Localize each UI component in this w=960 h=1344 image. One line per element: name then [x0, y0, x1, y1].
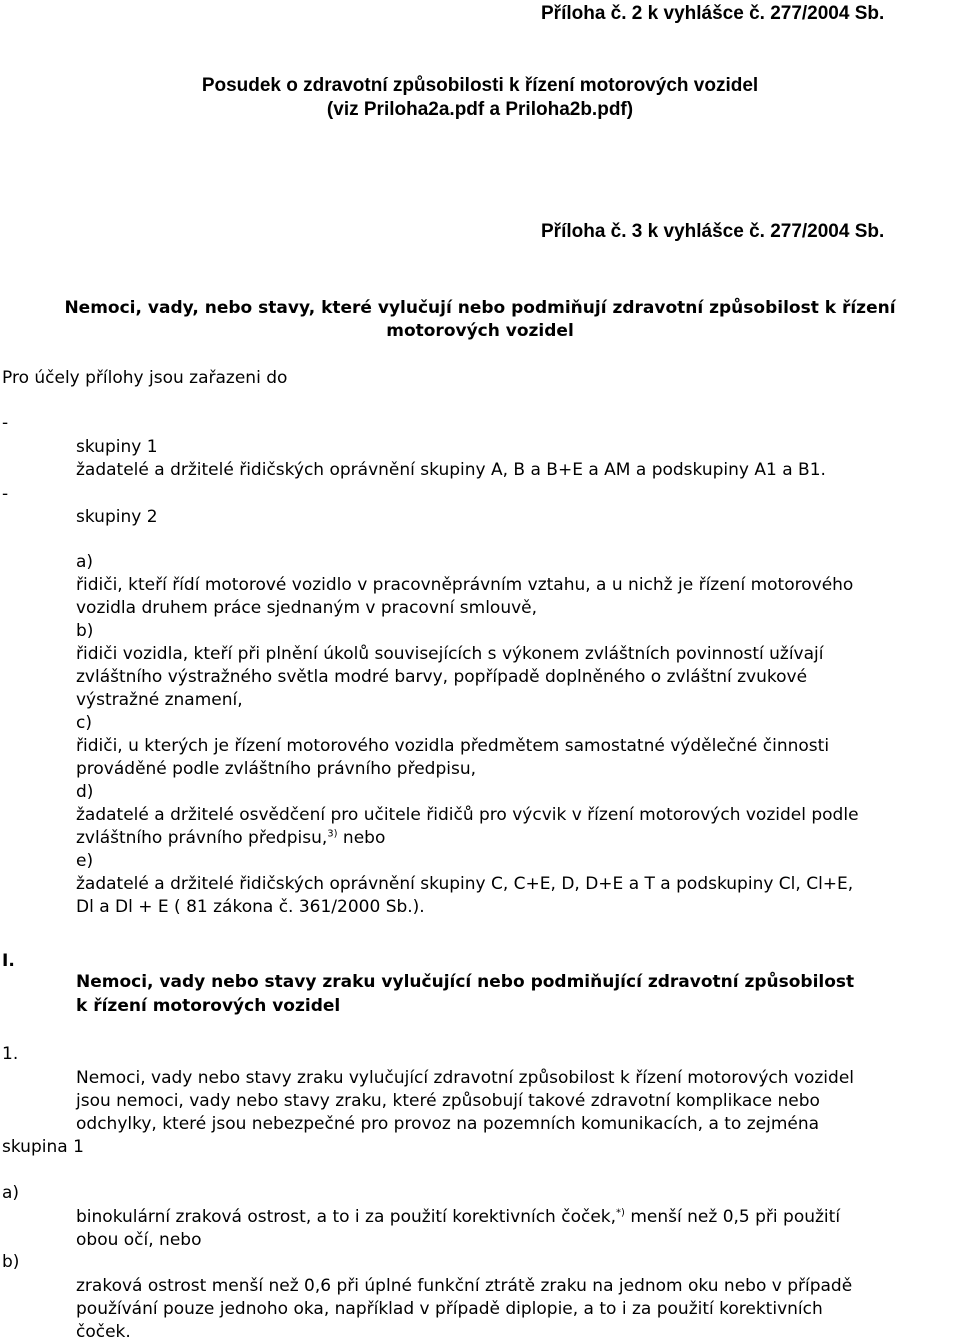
item-d-line2-tail: nebo: [337, 828, 386, 848]
section-heading-line1: Nemoci, vady nebo stavy zraku vylučující nebo podmiňující zdravotní způsobilost: [76, 972, 855, 992]
item-d-line2-text: zvláštního právního předpisu,: [76, 828, 328, 848]
section-number: I.: [2, 951, 15, 971]
sub-b-line2: používání pouze jednoho oka, například v případě diplopie, a to i za použití korektivních: [76, 1299, 823, 1319]
group-label: skupina 1: [2, 1137, 84, 1157]
annex2-title: Příloha č. 2 k vyhlášce č. 277/2004 Sb.: [541, 3, 885, 24]
sub-a-marker: a): [2, 1183, 20, 1203]
sub-a-text: [76, 1206, 960, 1252]
item-c-line1: řidiči, u kterých je řízení motorového vozidla předmětem samostatné výdělečné činnosti: [76, 736, 830, 756]
item-b-line1: řidiči vozidla, kteří při plnění úkolů souvisejících s výkonem zvláštních povinností užívají: [76, 644, 824, 664]
annex2-subtitle-line1: Posudek o zdravotní způsobilosti k řízení motorových vozidel: [201, 75, 759, 96]
point-line2: jsou nemoci, vady nebo stavy zraku, které způsobují takové zdravotní komplikace nebo: [76, 1091, 820, 1111]
item-marker-b: b): [76, 621, 94, 641]
sub-a-line1: [76, 1206, 960, 1229]
item-a-line1: řidiči, kteří řídí motorové vozidlo v pracovněprávním vztahu, a u nichž je řízení motorového: [76, 575, 854, 595]
main-title-line2: motorových vozidel: [386, 321, 574, 341]
group1-text: žadatelé a držitelé řidičských oprávnění skupiny A, B a B+E a AM a podskupiny A1 a B1.: [76, 460, 826, 480]
item-marker-c: c): [76, 713, 92, 733]
point-number: 1.: [2, 1044, 19, 1064]
item-e-line1: žadatelé a držitelé řidičských oprávnění skupiny C, C+E, D, D+E a T a podskupiny Cl, Cl+E,: [76, 874, 854, 894]
item-a-line2: vozidla druhem práce sjednaným v pracovní smlouvě,: [76, 598, 538, 618]
sub-a-line2: obou očí, nebo: [76, 1230, 202, 1250]
item-d-line1: žadatelé a držitelé osvědčení pro učitele řidičů pro výcvik v řízení motorových vozidel podle: [76, 805, 859, 825]
section-heading-line2: k řízení motorových vozidel: [76, 996, 341, 1016]
sub-a-line1-text: binokulární zraková ostrost, a to i za použití korektivních čoček,: [76, 1207, 617, 1227]
item-c-line2: prováděné podle zvláštního právního předpisu,: [76, 759, 477, 779]
group2-items: [76, 551, 960, 919]
item-e-line2: Dl a Dl + E ( 81 zákona č. 361/2000 Sb.).: [76, 897, 425, 917]
point-text: [76, 1067, 960, 1136]
footnote-ref-3: 3): [327, 828, 338, 840]
annex2-subtitle-line2: (viz Priloha2a.pdf a Priloha2b.pdf): [326, 99, 634, 120]
item-marker-e: e): [76, 851, 94, 871]
sub-b-line3: čoček.: [76, 1322, 131, 1342]
sub-b-line1: zraková ostrost menší než 0,6 při úplné funkční ztrátě zraku na jednom oku nebo v případě: [76, 1276, 853, 1296]
item-marker-d: d): [76, 782, 94, 802]
footnote-ref-star: *): [616, 1207, 625, 1219]
intro-text: Pro účely přílohy jsou zařazeni do: [2, 368, 288, 388]
item-b-line2: zvláštního výstražného světla modré barvy, popřípadě doplněného o zvláštní zvukové: [76, 667, 808, 687]
sub-b-text: [76, 1275, 960, 1344]
item-d-line2: [76, 827, 960, 850]
point-line1: Nemoci, vady nebo stavy zraku vylučující zdravotní způsobilost k řízení motorových vozidel: [76, 1068, 855, 1088]
dash-marker-2: -: [2, 484, 9, 504]
dash-marker-1: -: [2, 413, 9, 433]
sub-a-line1-tail: menší než 0,5 při použití: [624, 1207, 841, 1227]
group1-label: skupiny 1: [76, 437, 158, 457]
main-title-line1: Nemoci, vady, nebo stavy, které vylučují nebo podmiňují zdravotní způsobilost k řízení: [64, 298, 896, 318]
item-marker-a: a): [76, 552, 94, 572]
sub-b-marker: b): [2, 1252, 20, 1272]
group2-label: skupiny 2: [76, 507, 158, 527]
point-line3: odchylky, které jsou nebezpečné pro provoz na pozemních komunikacích, a to zejména: [76, 1114, 820, 1134]
annex3-title: Příloha č. 3 k vyhlášce č. 277/2004 Sb.: [541, 221, 885, 242]
item-b-line3: výstražné znamení,: [76, 690, 243, 710]
